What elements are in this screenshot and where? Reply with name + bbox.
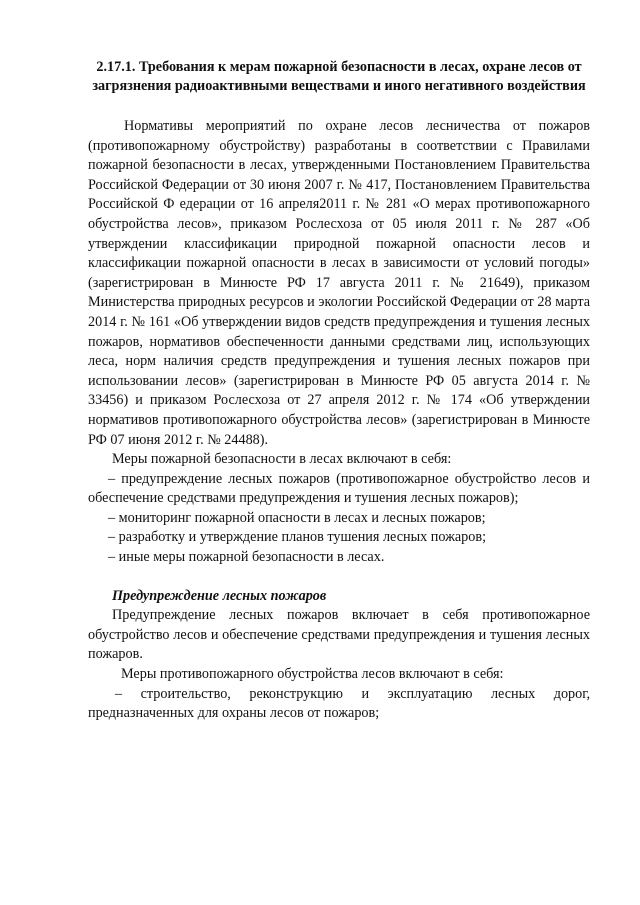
paragraph-measures-intro: Меры пожарной безопасности в лесах включают в себя: [112, 451, 452, 468]
section-title: 2.17.1. Требования к мерам пожарной безопасности в лесах, охране лесов от загрязнения радиоактивными веществами и иного негативного воздействия [92, 59, 586, 94]
list-item: – разработку и утверждение планов тушения лесных пожаров; [108, 529, 487, 546]
document-page [88, 58, 590, 724]
subheading-fire-prevention: Предупреждение лесных пожаров [112, 587, 327, 604]
list-item: – иные меры пожарной безопасности в лесах. [108, 549, 385, 566]
list-item: – мониторинг пожарной опасности в лесах и лесных пожаров; [108, 509, 486, 526]
paragraph-prevention: Предупреждение лесных пожаров включает в себя противопожарное обустройство лесов и обеспечение средствами предупреждения и тушения лесных пожаров. [88, 607, 590, 663]
paragraph-regulations: Нормативы мероприятий по охране лесов лесничества от пожаров (противопожарному обустройству) разработаны в соответствии с Правилами пожарной безопасности в лесах, утвержденными Постановлением Правительства Российской Федерации от 30 июня 2007 г. № 417, Постановлением Правительства Российской Ф едерации от 16 апреля2011 г. № 281 «О мерах противопожарного обустройства лесов», приказом Рослесхоза от 05 июля 2011 г. № 287 «Об утверждении классификации природной пожарной опасности лесов и классификации пожарной опасности в лесах в зависимости от условий погоды» (зарегистрирован в Минюсте РФ 17 августа 2011 г. № 21649), приказом Министерства природных ресурсов и экологии Российской Федерации от 28 марта 2014 г. № 161 «Об утверждении видов средств предупреждения и тушения лесных пожаров, нормативов обеспеченности данными средствами лиц, использующих леса, норм наличия средств предупреждения и тушения лесных пожаров при использовании лесов» (зарегистрирован в Минюсте РФ 05 августа 2014 г. № 33456) и приказом Рослесхоза от 27 апреля 2012 г. № 174 «Об утверждении нормативов противопожарного обустройства лесов» (зарегистрирован в Минюсте РФ 07 июня 2012 г. № 24488). [88, 118, 590, 448]
paragraph-arrangement-intro: Меры противопожарного обустройства лесов включают в себя: [121, 666, 504, 683]
paragraph-roads: – строительство, реконструкцию и эксплуатацию лесных дорог, предназначенных для охраны лесов от пожаров; [88, 685, 590, 722]
list-item: – предупреждение лесных пожаров (противопожарное обустройство лесов и обеспечение средствами предупреждения и тушения лесных пожаров); [88, 470, 590, 507]
